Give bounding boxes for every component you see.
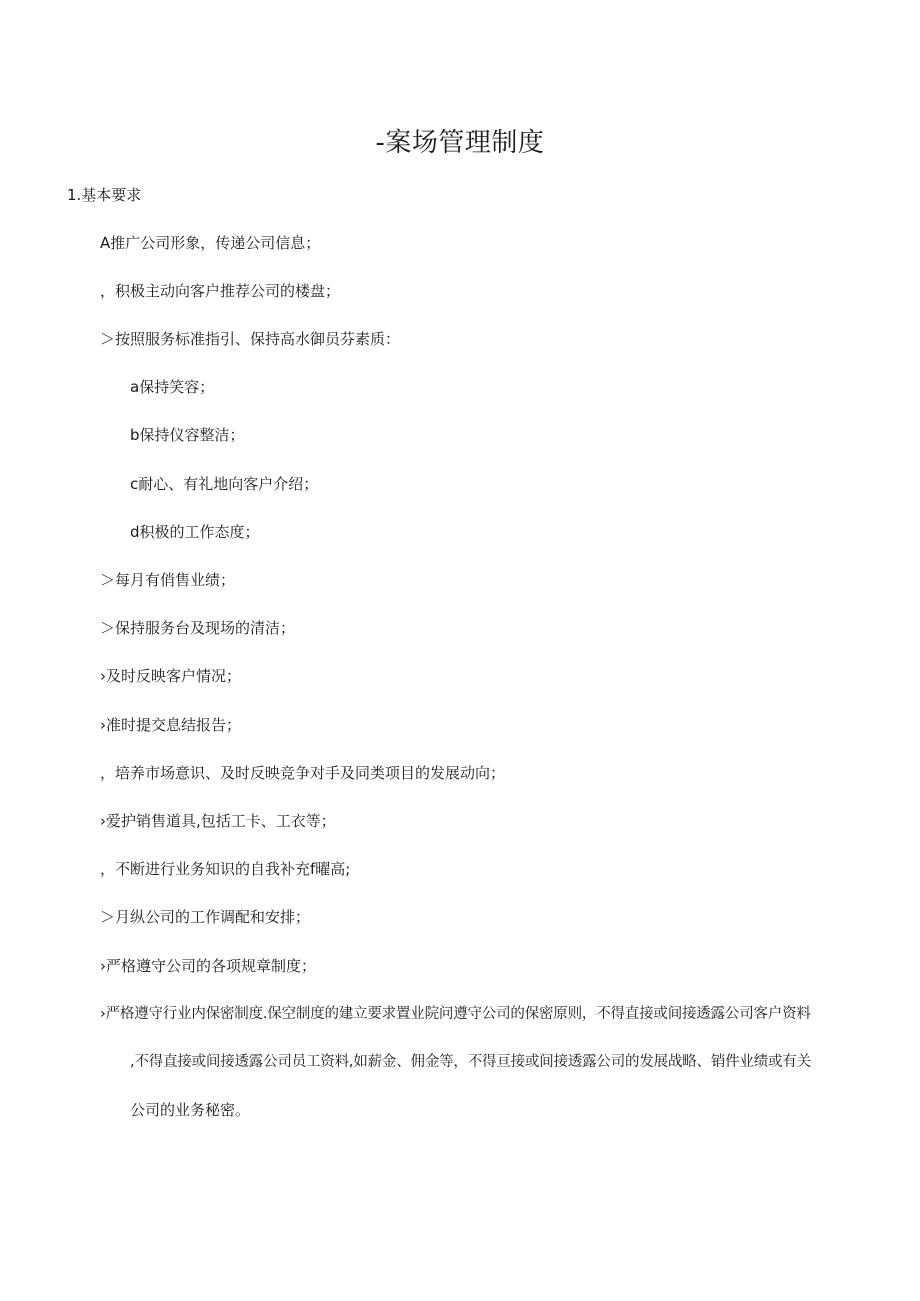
list-item: ＞按照服务标准指引、保持高水御员芬素质：	[100, 330, 401, 348]
list-item: A推广公司形象，传递公司信息；	[100, 234, 321, 252]
list-item: ＞保持服务台及现场的清洁；	[100, 619, 296, 637]
list-item: ›严格遵守行业内保密制度.保空制度的建立要求置业院问遵守公司的保密原则，不得直接或间接透露公司客户资料	[100, 1006, 811, 1022]
list-item: ›爱护销售道具,包括工卡、工衣等；	[100, 812, 336, 830]
list-item: ，积极主动向客户推荐公司的楼盘；	[100, 282, 341, 300]
list-item: ＞每月有俏售业绩；	[100, 571, 236, 589]
list-item: ›严格遵守公司的各项规章制度；	[100, 957, 317, 975]
list-item: ›及时反映客户情况；	[100, 667, 241, 685]
sub-list-item: d积极的工作态度；	[130, 523, 260, 541]
sub-list-item: a保持笑容；	[130, 378, 215, 396]
list-item-continuation: ,不得直接或间接透露公司员工资料,如薪金、佣金等，不得亘接或间接透露公司的发展战略、销件业绩或有关	[130, 1054, 811, 1070]
list-item: ，培养市场意识、及时反映竞争对手及同类项目的发展动向；	[100, 764, 506, 782]
sub-list-item: c耐心、有礼地向客户介绍；	[130, 475, 319, 493]
list-item: ›准时提交息结报告；	[100, 716, 241, 734]
section-heading: 1.基本要求	[67, 186, 142, 204]
sub-list-item: b保持仪容整洁；	[130, 426, 245, 444]
list-item: ＞月纵公司的工作调配和安排；	[100, 908, 311, 926]
list-item: ，不断进行业务知识的自我补充f曜高;	[100, 860, 351, 878]
document-title: -案场管理制度	[375, 128, 545, 158]
list-item-continuation: 公司的业务秘密。	[130, 1101, 251, 1119]
